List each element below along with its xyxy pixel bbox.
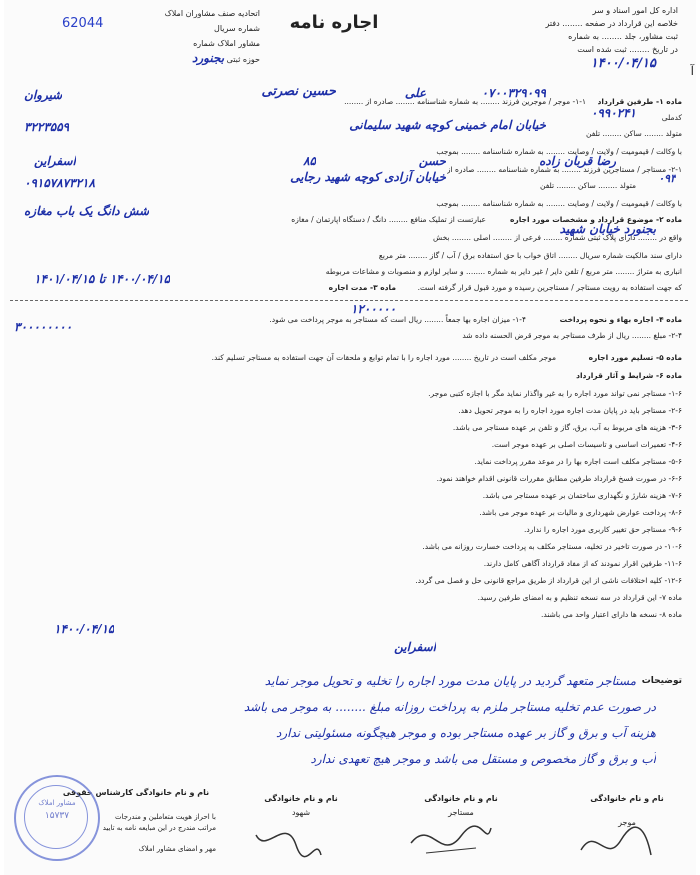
notes-label: توضیحات <box>641 676 682 686</box>
note-line-2: در صورت عدم تخلیه مستاجر ملزم به پرداخت روزانه مبلغ ........ به موجر می باشد <box>243 700 656 714</box>
area-value: بجنورد <box>192 51 225 65</box>
tenant-father: حسن <box>418 154 446 168</box>
registry-line-4: در تاریخ ........ ثبت شده است <box>577 45 678 54</box>
tenant-address: خیابان آزادی کوچه شهید رجایی <box>290 170 446 184</box>
page-title: اجاره نامه <box>289 12 379 33</box>
registry-line-2: خلاصه این قرارداد در صفحه ........ دفتر <box>545 19 678 28</box>
org-line: اتحادیه صنف مشاوران املاک <box>164 9 260 18</box>
tenant-signature-icon <box>406 818 496 868</box>
lessor-signature-icon <box>576 820 656 870</box>
article-6-clause: ۱-۶- مستاجر نمی تواند مورد اجاره را به غیر واگذار نماید مگر با اجازه کتبی موجر. <box>428 389 682 398</box>
article-6-clause: ۷-۶- هزینه شارژ و نگهداری ساختمان بر عهده مستاجر می باشد. <box>482 491 682 500</box>
lessor-code: ۰۹۹۰۲۴۱ <box>590 106 636 120</box>
duration-label: ماده ۳- مدت اجاره <box>328 283 396 292</box>
expert-line-1: با احراز هویت متعاملین و مندرجات <box>114 813 216 821</box>
lessor-name: حسین نصرتی <box>261 84 336 99</box>
article-6-clause: ۱۰-۶- در صورت تاخیر در تخلیه، مستاجر مکلف به پرداخت خسارت روزانه می باشد. <box>422 542 682 551</box>
signing-city: اسفراین <box>394 640 436 654</box>
lessor-line: ۱-۱- موجر / موجرین فرزند ........ به شماره شناسنامه ........ صادره از ........ <box>344 97 586 106</box>
tenant-addr-line: متولد ........ ساکن ........ تلفن <box>540 181 636 190</box>
article-4-heading: ماده ۴- اجاره بهاء و نحوه پرداخت <box>559 315 682 324</box>
article-5-line-1: موجر مکلف است در تاریخ ........ مورد اجاره را با تمام توابع و ملحقات آن جهت استفاده به مستاجر تسلیم کند. <box>211 353 556 362</box>
article-6-clause: ماده ۷- این قرارداد در سه نسخه تنظیم و به امضای طرفین رسید. <box>477 593 682 602</box>
stamp-code: ۱۵۷۳۷ <box>44 811 70 821</box>
expert-line-3: مهر و امضای مشاور املاک <box>138 845 216 853</box>
serial-label: شماره سریال <box>214 24 260 33</box>
margin-mark: آ <box>690 64 694 78</box>
article-4-line-1: ۱-۴- میزان اجاره بها جمعاً ........ ریال است که مستاجر به موجر پرداخت می شود. <box>269 315 526 324</box>
signing-date: ۱۴۰۰/۰۴/۱۵ <box>54 622 115 636</box>
note-line-4: آب و برق و گاز مخصوص و مستقل می باشد و موجر هیچ تعهدی ندارد <box>310 752 656 766</box>
tenant-line: ۲-۱- مستاجر / مستاجرین فرزند ........ به شماره شناسنامه ........ صادره از <box>446 165 682 174</box>
tenant-code: ۰۹۳ <box>658 172 676 185</box>
article-6-heading: ماده ۶- شرایط و آثار قرارداد <box>576 371 682 380</box>
tenant-name: رضا قربان زاده <box>539 154 616 168</box>
article-6-clause: ۸-۶- پرداخت عوارض شهرداری و مالیات بر عهده موجر می باشد. <box>479 508 682 517</box>
lessor-id: ۰۷۰۰۳۲۹۰۹۹ <box>481 86 546 100</box>
lessor-phone: ۳۲۲۳۵۵۹ <box>24 120 70 134</box>
lessor-addr-line: متولد ........ ساکن ........ تلفن <box>586 129 682 138</box>
article-6-clause: ۱۱-۶- طرفین اقرار نمودند که از مفاد قرارداد آگاهی کامل دارند. <box>483 559 682 568</box>
contract-date: ۱۴۰۰/۰۴/۱۵ <box>590 56 656 71</box>
tenant-sign-sub: مستاجر <box>448 808 474 817</box>
article-6-clause: ماده ۸- نسخه ها دارای اعتبار واحد می باشند. <box>540 610 682 619</box>
tenant-place: اسفراین <box>34 154 76 168</box>
article-1-heading: ماده ۱- طرفین قرارداد <box>597 97 682 106</box>
article-6-clause: ۹-۶- مستاجر حق تغییر کاربری مورد اجاره را ندارد. <box>524 525 682 534</box>
article-6-clause: ۴-۶- تعمیرات اساسی و تاسیسات اصلی بر عهده موجر است. <box>491 440 682 449</box>
serial-value: 62044 <box>62 16 104 31</box>
consultant-label: مشاور املاک شماره <box>193 39 260 48</box>
rent-amount: ۱۲۰۰۰۰۰ <box>350 302 396 316</box>
tenant-agent-line: با وکالت / قیمومیت / ولایت / وصایت ........ به شماره شناسنامه ........ بموجب <box>436 199 682 208</box>
article-5-heading: ماده ۵- تسلیم مورد اجاره <box>588 353 682 362</box>
article-6-clause: ۲-۶- مستاجر باید در پایان مدت اجاره مورد اجاره را به موجر تحویل دهد. <box>458 406 682 415</box>
tenant-phone: ۰۹۱۵۷۸۷۳۲۱۸ <box>24 176 95 190</box>
lessor-code-label: کدملی <box>661 113 682 122</box>
article-2-line-4: انباری به متراژ ........ متر مربع / تلفن دایر / غیر دایر به شماره ........ و سایر لوازم و منصوبات و مشاعات مربوطه <box>325 267 682 276</box>
article-6-clause: ۳-۶- هزینه های مربوط به آب، برق، گاز و تلفن بر عهده مستاجر می باشد. <box>452 423 682 432</box>
article-6-clause: ۱۲-۶- کلیه اختلافات ناشی از این قرارداد از طریق مراجع قانونی حل و فصل می گردد. <box>415 576 682 585</box>
stamp-text: مشاور املاک <box>38 799 76 807</box>
lessor-address: خیابان امام خمینی کوچه شهید سلیمانی <box>349 118 546 132</box>
article-2-line-3: دارای سند مالکیت شماره سریال ........ اتاق خواب با حق استفاده برق / آب / گاز ........ متر مربع <box>378 251 682 260</box>
header-registry-block <box>448 4 678 56</box>
lessor-sign-label: نام و نام خانوادگی <box>590 794 664 803</box>
header-org-block <box>10 6 260 67</box>
article-4-line-2: ۲-۴- مبلغ ........ ریال از طرف مستاجر به موجر قرض الحسنه داده شد <box>462 331 682 340</box>
registry-line-3: ثبت مشاور، جلد ........ به شماره <box>568 32 678 41</box>
office-stamp-icon <box>14 775 100 861</box>
duration-value: ۱۴۰۰/۰۴/۱۵ تا ۱۴۰۱/۰۴/۱۵ <box>34 272 171 286</box>
article-6-clause: ۵-۶- مستاجر مکلف است اجاره بها را در موعد مقرر پرداخت نماید. <box>474 457 682 466</box>
lessor-father: علی <box>404 86 426 100</box>
note-line-1: مستاجر متعهد گردید در پایان مدت مورد اجاره را تخلیه و تحویل موجر نماید <box>264 674 636 688</box>
lessor-place: شیروان <box>24 88 63 102</box>
registry-line-1: اداره کل امور اسناد و سر <box>592 6 678 15</box>
legal-expert-label: نام و نام خانوادگی کارشناس حقوقی <box>62 788 210 797</box>
witness-sign-sub: شهود <box>291 808 311 817</box>
article-6-clause: ۶-۶- در صورت فسخ قرارداد طرفین مطابق مقررات قانونی اقدام خواهند نمود. <box>436 474 682 483</box>
note-line-3: هزینه آب و برق و گاز بر عهده مستاجر بوده و موجر هیچگونه مسئولیتی ندارد <box>276 726 656 740</box>
article-2-subject: شش دانگ یک باب مغازه <box>24 204 150 218</box>
expert-line-2: مراتب مندرج در این مبایعه نامه به تایید <box>102 824 216 832</box>
area-label: حوزه ثبتی <box>226 55 260 64</box>
article-2-heading: ماده ۲- موضوع قرارداد و مشخصات مورد اجاره <box>509 215 682 224</box>
witness-signature-icon <box>246 815 326 865</box>
tenant-id: ۸۵ <box>303 154 316 168</box>
lessor-sign-sub: موجر <box>618 818 636 827</box>
article-2-location: بجنورد خیابان شهید <box>559 222 656 236</box>
article-2-line-5: که جهت استفاده به رویت مستاجر / مستاجرین رسیده و مورد قبول قرار گرفته است. <box>417 283 682 292</box>
tenant-sign-label: نام و نام خانوادگی <box>424 794 498 803</box>
deposit-amount: ۳۰۰۰۰۰۰۰۰ <box>14 320 73 334</box>
lease-document <box>4 0 696 875</box>
divider <box>10 300 688 301</box>
lessor-agent-line: با وکالت / قیمومیت / ولایت / وصایت ........ به شماره شناسنامه ........ بموجب <box>436 147 682 156</box>
witness-sign-label: نام و نام خانوادگی <box>264 794 338 803</box>
article-2-line-1: عبارتست از تملیک منافع ........ دانگ / دستگاه اپارتمان / مغازه <box>291 215 486 224</box>
article-2-line-2: واقع در ........ دارای پلاک ثبتی شماره ........ فرعی از ........ اصلی ........ بخش <box>433 233 682 242</box>
